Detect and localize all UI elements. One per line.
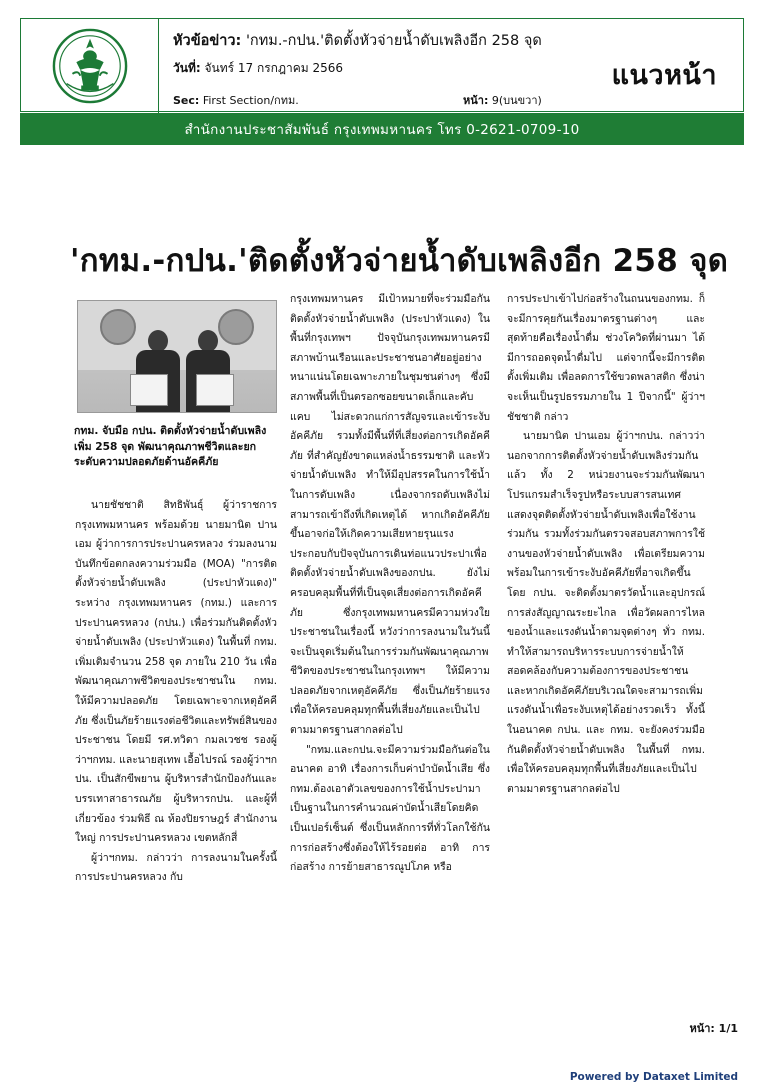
date-label: วันที่: <box>173 61 201 75</box>
headline-value: 'กทม.-กปน.'ติดตั้งหัวจ่ายน้ำดับเพลิงอีก 258 จุด <box>245 33 542 49</box>
column-1-paragraph: นายชัชชาติ สิทธิพันธุ์ ผู้ว่าราชการกรุงเทพมหานคร พร้อมด้วย นายมานิต ปานเอม ผู้ว่าการการประปานครหลวง ร่วมลงนามบันทึกข้อตกลงความร่วมมือ (MOA) "การติดตั้งหัวจ่ายน้ำดับเพลิง (ประปาหัวแดง)" ระหว่าง กรุงเทพมหานคร (กทม.) และการประปานครหลวง (กปน.) เพื่อร่วมกันติดตั้งหัวจ่ายน้ำดับเพลิง (ประปาหัวแดง) ในพื้นที่ กทม. เพิ่มเติมจำนวน 258 จุด ภายใน 210 วัน เพื่อพัฒนาคุณภาพชีวิตของประชาชนใน กทม. ให้มีความปลอดภัย โดยเฉพาะจากเหตุอัคคีภัย ซึ่งเป็นภัยร้ายแรงต่อชีวิตและทรัพย์สินของประชาชน โดยมี รศ.ทวิดา กมลเวชช รองผู้ว่าฯกทม. และนายสุเทพ เอื้อไปรณ์ รองผู้ว่าฯกปน. เป็นสักขีพยาน ผู้บริหารสำนักป้องกันและบรรเทาสาธารณภัย ผู้บริหารกปน. และผู้ที่เกี่ยวข้อง ร่วมพิธี ณ ห้องปิยราษฎร์ สำนักงานใหญ่ การประปานครหลวง เขตหลักสี่ <box>75 499 277 845</box>
column-3-paragraph: การประปาเข้าไปก่อสร้างในถนนของกทม. ก็จะมีการคุยกันเรื่องมาตรฐานต่างๆ และสุดท้ายคือเรื่องน้ำดื่ม ช่วงโควิดที่ผ่านมา ได้มีการถอดจุดน้ำดื่มไป แต่จากนี้จะมีการติดตั้งเพิ่มเติม เพื่อลดการใช้ขวดพลาสติก ซึ่งน่าจะเห็นเป็นรูปธรรมภายใน 1 ปีจากนี้" ผู้ว่าฯชัชชาติ กล่าว <box>507 293 705 423</box>
logo-box <box>21 19 159 113</box>
article-column-3 <box>507 290 705 799</box>
headline-row <box>173 29 542 52</box>
date-row <box>173 59 343 78</box>
bma-seal-logo <box>51 27 129 105</box>
sec-label: Sec: <box>173 94 200 107</box>
article-photo <box>77 300 277 413</box>
column-1-paragraph: ผู้ว่าฯกทม. กล่าวว่า การลงนามในครั้งนี้ การประปานครหลวง กับ <box>75 851 277 884</box>
headline-label: หัวข้อข่าว: <box>173 33 242 49</box>
clipping-header <box>20 18 744 112</box>
article-title: 'กทม.-กปน.'ติดตั้งหัวจ่ายน้ำดับเพลิงอีก 258 จุด <box>70 243 729 279</box>
page-value: 9(บนขวา) <box>491 94 542 107</box>
article-column-1 <box>75 496 277 888</box>
newspaper-name: แนวหน้า <box>611 60 717 91</box>
article-column-2 <box>290 290 490 878</box>
photo-emblem-left <box>100 309 136 345</box>
powered-by: Powered by Dataxet Limited <box>569 1071 738 1083</box>
column-2-paragraph: "กทม.และกปน.จะมีความร่วมมือกันต่อในอนาคต อาทิ เรื่องการเก็บค่าบำบัดน้ำเสีย ซึ่งกทม.ต้องเอาตัวเลขของการใช้น้ำประปามาเป็นฐานในการคำนวณค่าบัดน้ำเสียโดยคิดเป็นเปอร์เซ็นต์ ซึ่งเป็นหลักการที่ทั่วโลกใช้กัน การก่อสร้างซึ่งต้องให้ไร้รอยต่อ อาทิ การก่อสร้าง การย้ายสาธารณูปโภค หรือ <box>290 743 490 874</box>
section-row <box>173 91 299 109</box>
sec-value: First Section/กทม. <box>202 94 299 107</box>
page-label: หน้า: <box>463 94 489 107</box>
page-number: หน้า: 1/1 <box>689 1022 738 1035</box>
page-row <box>463 91 542 109</box>
contact-bar: สำนักงานประชาสัมพันธ์ กรุงเทพมหานคร โทร 0-2621-0709-10 <box>20 113 744 145</box>
photo-document-left <box>130 374 168 406</box>
date-value: จันทร์ 17 กรกฎาคม 2566 <box>204 61 344 75</box>
photo-document-right <box>196 374 234 406</box>
column-3-paragraph: นายมานิต ปานเอม ผู้ว่าฯกปน. กล่าวว่า นอกจากการติดตั้งหัวจ่ายน้ำดับเพลิงร่วมกันแล้ว ทั้ง 2 หน่วยงานจะร่วมกันพัฒนาโปรแกรมสำเร็จรูปหรือระบบสารสนเทศแสดงจุดติดตั้งหัวจ่ายน้ำดับเพลิงเพื่อใช้งานร่วมกัน รวมทั้งร่วมกันตรวจสอบสภาพการใช้งานของหัวจ่ายน้ำดับเพลิง เพื่อเตรียมความพร้อมในการเข้าระงับอัคคีภัยที่อาจเกิดขึ้น โดย กปน. จะติดตั้งมาตรวัดน้ำและอุปกรณ์การส่งสัญญาณระยะไกล เพื่อวัดผลการไหลของน้ำและแรงดันน้ำตามจุดต่างๆ ทั่ว กทม. ทำให้สามารถบริหารระบบการจ่ายน้ำให้สอดคล้องกับความต้องการของประชาชน และหากเกิดอัคคีภัยบริเวณใดจะสามารถเพิ่มแรงดันน้ำเพื่อระงับเหตุได้อย่างรวดเร็ว ทั้งนี้ ในอนาคต กปน. และ กทม. จะยังคงร่วมมือกันติดตั้งหัวจ่ายน้ำดับเพลิง ในพื้นที่ กทม. เพื่อให้ครอบคลุมทุกพื้นที่เสี่ยงภัยและเป็นไปตามมาตรฐานสากลต่อไป <box>507 430 705 795</box>
photo-caption: กทม. จับมือ กปน. ติดตั้งหัวจ่ายน้ำดับเพลิง เพิ่ม 258 จุด พัฒนาคุณภาพชีวิตและยกระดับความปลอดภัยด้านอัคคีภัย <box>74 425 267 468</box>
column-2-paragraph: กรุงเทพมหานคร มีเป้าหมายที่จะร่วมมือกันติดตั้งหัวจ่ายน้ำดับเพลิง (ประปาหัวแดง) ในพื้นที่กรุงเทพฯ ปัจจุบันกรุงเทพมหานครมีสภาพบ้านเรือนและประชาชนอาศัยอยู่อย่างหนาแน่นโดยเฉพาะภายในชุมชนต่างๆ ซึ่งมีสภาพพื้นที่เป็นตรอกซอยขนาดเล็กและคับแคบ ไม่สะดวกแก่การสัญจรและเข้าระงับอัคคีภัย รวมทั้งมีพื้นที่ที่เสี่ยงต่อการเกิดอัคคีภัย ที่สำคัญยังขาดแหล่งน้ำธรรมชาติ และหัวจ่ายน้ำดับเพลิง ทำให้มีอุปสรรคในการใช้น้ำในการดับเพลิง เนื่องจากรถดับเพลิงไม่สามารถเข้าถึงที่เกิดเหตุได้ หากเกิดอัคคีภัยขึ้นอาจก่อให้เกิดความเสียหายรุนแรง ประกอบกับปัจจุบันการเดินท่อแนวประปาเพื่อติดตั้งหัวจ่ายน้ำดับเพลิงของกปน. ยังไม่ครอบคลุมพื้นที่ที่เป็นจุดเสี่ยงต่อการเกิดอัคคีภัย ซึ่งกรุงเทพมหานครมีความห่วงใยประชาชนในเรื่องนี้ หวังว่าการลงนามในวันนี้ จะเป็นจุดเริ่มต้นในการร่วมกันพัฒนาคุณภาพชีวิตของประชาชนในกรุงเทพฯ ให้มีความปลอดภัยจากเหตุอัคคีภัย ซึ่งเป็นภัยร้ายแรง เพื่อให้ครอบคลุมทุกพื้นที่เสี่ยงภัยและเป็นไปตามมาตรฐานสากลต่อไป <box>290 293 490 737</box>
